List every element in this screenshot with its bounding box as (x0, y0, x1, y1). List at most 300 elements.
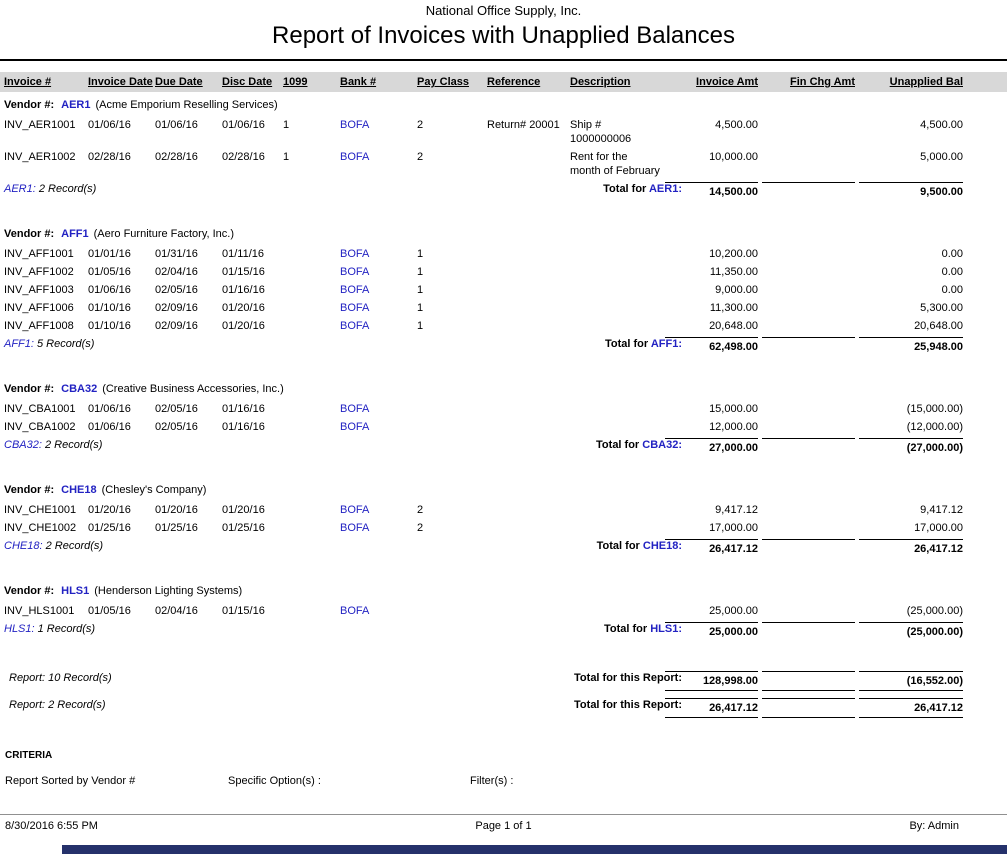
column-header-label: Description (570, 76, 631, 88)
cell-1099 (283, 299, 340, 317)
cell-bank-number (340, 400, 417, 418)
vendor-total-fin-chg-amt (762, 620, 859, 641)
cell-description (570, 263, 665, 281)
report-total-row (0, 696, 1007, 720)
cell-invoice-number: INV_AFF1002 (4, 266, 74, 278)
vendor-summary-line (4, 438, 682, 452)
vendor-total-value: (27,000.00) (859, 438, 963, 455)
vendor-total-value: 27,000.00 (665, 438, 758, 455)
vendor-number-label: Vendor #: (4, 484, 55, 496)
vendor-total-value: 14,500.00 (665, 182, 758, 199)
cell-reference (487, 245, 570, 263)
column-header-label: Fin Chg Amt (790, 76, 855, 88)
bank-link[interactable]: BOFA (340, 151, 370, 163)
vendor-record-count (4, 438, 102, 452)
vendor-summary-line (4, 622, 682, 636)
cell-unapplied-bal: 17,000.00 (914, 522, 963, 534)
vendor-total-code-link[interactable]: AFF1: (650, 338, 682, 350)
cell-unapplied-bal: (12,000.00) (906, 421, 963, 433)
vendor-summary-row (0, 436, 1007, 457)
vendor-total-code-link[interactable]: CHE18: (642, 540, 682, 552)
footer-datetime: 8/30/2016 6:55 PM (5, 820, 98, 832)
vendor-total-label (605, 337, 682, 351)
report-total-label: Total for this Report: (574, 672, 682, 684)
report-total-value: 26,417.12 (665, 698, 758, 718)
vendor-total-prefix: Total for (596, 540, 643, 552)
report-total-value: 26,417.12 (859, 698, 963, 718)
column-header-reference (487, 72, 570, 92)
cell-invoice-amt: 4,500.00 (715, 119, 758, 131)
vendor-name: (Henderson Lighting Systems) (94, 585, 243, 597)
bank-link[interactable]: BOFA (340, 504, 370, 516)
cell-invoice-date: 01/06/16 (88, 403, 131, 415)
table-head (0, 72, 1007, 92)
vendor-total-value: 26,417.12 (859, 539, 963, 556)
vendor-total-value: 25,948.00 (859, 337, 963, 354)
spacer-row (0, 558, 1007, 578)
vendor-total-unapplied-bal (859, 335, 1007, 356)
vendor-total-value: 9,500.00 (859, 182, 963, 199)
spacer-cell (0, 201, 1007, 221)
cell-disc-date: 01/25/16 (222, 522, 265, 534)
cell-disc-date: 01/20/16 (222, 320, 265, 332)
vendor-total-prefix: Total for (605, 338, 651, 350)
bank-link[interactable]: BOFA (340, 119, 370, 131)
vendor-summary-line (4, 337, 682, 351)
cell-bank-number (340, 317, 417, 335)
cell-pay-class: 2 (417, 504, 424, 516)
column-header-label: Bank # (340, 76, 377, 88)
cell-pay-class: 1 (417, 320, 424, 332)
invoice-row (0, 317, 1007, 335)
cell-disc-date: 01/16/16 (222, 421, 265, 433)
cell-invoice-number: INV_CHE1002 (4, 522, 77, 534)
spacer-row (0, 641, 1007, 661)
vendor-header-row (0, 578, 1007, 602)
vendor-code-link[interactable]: CBA32 (61, 383, 98, 395)
cell-disc-date: 01/15/16 (222, 605, 265, 617)
cell-bank-number (340, 418, 417, 436)
vendor-total-label (603, 182, 682, 196)
bank-link[interactable]: BOFA (340, 403, 370, 415)
cell-description (570, 501, 665, 519)
cell-description: Rent for the month of February (570, 151, 660, 177)
vendor-total-label (604, 622, 682, 636)
vendor-record-count (4, 182, 96, 196)
report-total-value (762, 671, 855, 691)
cell-fin-chg-amt (762, 116, 859, 148)
cell-pay-class: 2 (417, 151, 424, 163)
spacer-row (0, 356, 1007, 376)
cell-bank-number (340, 519, 417, 537)
cell-reference (487, 281, 570, 299)
vendor-record-count (4, 337, 94, 351)
vendor-count-code: AFF1: (4, 338, 34, 350)
column-header-label: Unapplied Bal (889, 76, 963, 88)
cell-invoice-number: INV_HLS1001 (4, 605, 75, 617)
column-header-invoice-date (88, 72, 155, 92)
vendor-total-unapplied-bal (859, 537, 1007, 558)
invoice-row (0, 148, 1007, 180)
cell-fin-chg-amt (762, 400, 859, 418)
cell-invoice-amt: 10,200.00 (709, 248, 758, 260)
cell-pay-class: 1 (417, 302, 424, 314)
cell-invoice-number: INV_AFF1006 (4, 302, 74, 314)
vendor-count-code: CHE18: (4, 540, 43, 552)
column-header-unapplied-bal (859, 72, 1007, 92)
vendor-summary-line (4, 539, 682, 553)
vendor-header-cell (0, 477, 1007, 501)
column-header-1099 (283, 72, 340, 92)
vendor-header-cell (0, 578, 1007, 602)
cell-reference: Return# 20001 (487, 119, 560, 131)
cell-due-date: 02/05/16 (155, 284, 198, 296)
spacer-cell (0, 661, 1007, 669)
cell-disc-date: 01/20/16 (222, 504, 265, 516)
cell-invoice-date: 01/05/16 (88, 266, 131, 278)
cell-invoice-number: INV_CBA1002 (4, 421, 76, 433)
vendor-number-label: Vendor #: (4, 228, 55, 240)
vendor-number-label: Vendor #: (4, 383, 55, 395)
vendor-total-value: 62,498.00 (665, 337, 758, 354)
vendor-code-link[interactable]: AER1 (61, 99, 91, 111)
column-header-invoice-amt (665, 72, 762, 92)
vendor-code-link[interactable]: AFF1 (61, 228, 89, 240)
cell-1099: 1 (283, 151, 290, 163)
column-header-label: Due Date (155, 76, 203, 88)
column-header-row (0, 72, 1007, 92)
report-summary-line (4, 671, 682, 685)
column-header-label: Reference (487, 76, 541, 88)
vendor-number-label: Vendor #: (4, 99, 55, 111)
vendor-number-label: Vendor #: (4, 585, 55, 597)
report-record-count: Report: 10 Record(s) (9, 672, 112, 684)
footer-page-number: Page 1 of 1 (475, 820, 532, 832)
cell-pay-class (417, 400, 487, 418)
vendor-total-label (597, 539, 682, 553)
vendor-record-count (4, 622, 95, 636)
cell-bank-number (340, 281, 417, 299)
vendor-header-row (0, 477, 1007, 501)
cell-invoice-amt: 15,000.00 (709, 403, 758, 415)
cell-invoice-amt: 20,648.00 (709, 320, 758, 332)
report-total-value: 128,998.00 (665, 671, 758, 691)
cell-1099 (283, 519, 340, 537)
cell-bank-number (340, 501, 417, 519)
vendor-summary-cell (0, 620, 682, 641)
cell-invoice-date: 01/01/16 (88, 248, 131, 260)
cell-unapplied-bal: (15,000.00) (906, 403, 963, 415)
cell-fin-chg-amt (762, 418, 859, 436)
bank-link[interactable]: BOFA (340, 421, 370, 433)
vendor-summary-line (4, 182, 682, 196)
cell-1099: 1 (283, 119, 290, 131)
invoice-row (0, 281, 1007, 299)
criteria-heading: CRITERIA (5, 750, 53, 761)
vendor-total-unapplied-bal (859, 180, 1007, 201)
report-total-label: Total for this Report: (574, 699, 682, 711)
invoice-row (0, 418, 1007, 436)
spacer-row (0, 661, 1007, 669)
cell-description (570, 519, 665, 537)
cell-invoice-amt: 11,300.00 (709, 302, 758, 314)
vendor-header-cell (0, 221, 1007, 245)
cell-disc-date: 01/15/16 (222, 266, 265, 278)
vendor-record-count (4, 539, 103, 553)
vendor-summary-row (0, 537, 1007, 558)
cell-disc-date: 02/28/16 (222, 151, 265, 163)
vendor-name: (Creative Business Accessories, Inc.) (102, 383, 284, 395)
vendor-total-value (762, 337, 855, 354)
cell-1099 (283, 263, 340, 281)
cell-due-date: 02/04/16 (155, 605, 198, 617)
cell-pay-class: 1 (417, 284, 424, 296)
title-divider (0, 59, 1007, 61)
cell-reference (487, 299, 570, 317)
cell-bank-number (340, 602, 417, 620)
invoice-row (0, 400, 1007, 418)
cell-description: Ship # 1000000006 (570, 119, 632, 145)
cell-fin-chg-amt (762, 245, 859, 263)
cell-due-date: 01/31/16 (155, 248, 198, 260)
vendor-count-text: 2 Record(s) (41, 439, 103, 451)
cell-unapplied-bal: 20,648.00 (914, 320, 963, 332)
page-title: Report of Invoices with Unapplied Balances (272, 22, 735, 49)
report-summary-cell (0, 696, 682, 720)
cell-1099 (283, 281, 340, 299)
criteria-section (0, 750, 1007, 789)
spacer-row (0, 457, 1007, 477)
cell-unapplied-bal: 0.00 (941, 266, 963, 278)
cell-unapplied-bal: 9,417.12 (920, 504, 963, 516)
column-header-label: Disc Date (222, 76, 273, 88)
bank-link[interactable]: BOFA (340, 284, 370, 296)
column-header-label: Invoice Date (88, 76, 153, 88)
cell-invoice-date: 01/25/16 (88, 522, 131, 534)
vendor-total-code-link[interactable]: CBA32: (642, 439, 682, 451)
cell-invoice-date: 01/06/16 (88, 119, 131, 131)
cell-1099 (283, 501, 340, 519)
cell-invoice-date: 01/05/16 (88, 605, 131, 617)
cell-fin-chg-amt (762, 281, 859, 299)
cell-unapplied-bal: 5,300.00 (920, 302, 963, 314)
bank-link[interactable]: BOFA (340, 320, 370, 332)
cell-1099 (283, 317, 340, 335)
vendor-header-row (0, 376, 1007, 400)
vendor-total-value (762, 182, 855, 199)
cell-fin-chg-amt (762, 501, 859, 519)
cell-1099 (283, 245, 340, 263)
vendor-total-value: (25,000.00) (859, 622, 963, 639)
vendor-summary-cell (0, 537, 682, 558)
cell-pay-class (417, 602, 487, 620)
cell-unapplied-bal: 5,000.00 (920, 151, 963, 163)
report-total-fin-chg-amt (762, 696, 859, 720)
column-header-pay-class (417, 72, 487, 92)
cell-reference (487, 148, 570, 180)
cell-invoice-date: 02/28/16 (88, 151, 131, 163)
vendor-total-value: 26,417.12 (665, 539, 758, 556)
report-total-unapplied-bal (859, 669, 1007, 693)
cell-reference (487, 519, 570, 537)
vendor-count-code: HLS1: (4, 623, 35, 635)
cell-bank-number (340, 263, 417, 281)
cell-due-date: 02/04/16 (155, 266, 198, 278)
report-record-count: Report: 2 Record(s) (9, 699, 106, 711)
vendor-code-link[interactable]: HLS1 (61, 585, 90, 597)
cell-invoice-number: INV_AER1002 (4, 151, 76, 163)
column-header-due-date (155, 72, 222, 92)
cell-invoice-number: INV_AFF1001 (4, 248, 74, 260)
cell-description (570, 299, 665, 317)
spacer-row (0, 201, 1007, 221)
cell-due-date: 02/28/16 (155, 151, 198, 163)
report-footer (0, 814, 1007, 832)
footer-user: By: Admin (909, 820, 959, 832)
cell-unapplied-bal: 0.00 (941, 284, 963, 296)
invoice-row (0, 501, 1007, 519)
table-body (0, 92, 1007, 720)
cell-reference (487, 602, 570, 620)
cell-fin-chg-amt (762, 299, 859, 317)
vendor-total-unapplied-bal (859, 436, 1007, 457)
bank-link[interactable]: BOFA (340, 605, 370, 617)
column-header-label: Pay Class (417, 76, 469, 88)
cell-due-date: 01/25/16 (155, 522, 198, 534)
column-header-description (570, 72, 665, 92)
spacer-cell (0, 356, 1007, 376)
cell-bank-number (340, 299, 417, 317)
vendor-total-code-link[interactable]: HLS1: (650, 623, 682, 635)
cell-invoice-date: 01/10/16 (88, 320, 131, 332)
invoice-row (0, 299, 1007, 317)
cell-invoice-date: 01/10/16 (88, 302, 131, 314)
vendor-name: (Aero Furniture Factory, Inc.) (93, 228, 235, 240)
cell-invoice-amt: 9,000.00 (715, 284, 758, 296)
cell-disc-date: 01/16/16 (222, 403, 265, 415)
vendor-header-row (0, 92, 1007, 116)
column-header-label: Invoice Amt (696, 76, 758, 88)
vendor-total-fin-chg-amt (762, 180, 859, 201)
report-total-value (762, 698, 855, 718)
report-total-value: (16,552.00) (859, 671, 963, 691)
cell-fin-chg-amt (762, 263, 859, 281)
vendor-name: (Chesley's Company) (101, 484, 207, 496)
cell-description (570, 418, 665, 436)
cell-invoice-number: INV_AFF1008 (4, 320, 74, 332)
cell-pay-class (417, 418, 487, 436)
cell-pay-class: 1 (417, 266, 424, 278)
cell-description (570, 317, 665, 335)
cell-due-date: 02/09/16 (155, 320, 198, 332)
vendor-total-unapplied-bal (859, 620, 1007, 641)
cell-invoice-amt: 25,000.00 (709, 605, 758, 617)
cell-invoice-amt: 11,350.00 (709, 266, 758, 278)
cell-due-date: 01/20/16 (155, 504, 198, 516)
report-total-row (0, 669, 1007, 693)
vendor-header-row (0, 221, 1007, 245)
vendor-summary-row (0, 180, 1007, 201)
cell-invoice-number: INV_AFF1003 (4, 284, 74, 296)
vendor-total-fin-chg-amt (762, 436, 859, 457)
cell-invoice-number: INV_CHE1001 (4, 504, 77, 516)
vendor-summary-row (0, 335, 1007, 356)
vendor-code-link[interactable]: CHE18 (61, 484, 97, 496)
cell-description (570, 281, 665, 299)
criteria-sort-text: Report Sorted by Vendor # (5, 775, 136, 787)
cell-fin-chg-amt (762, 519, 859, 537)
spacer-cell (0, 641, 1007, 661)
vendor-header-cell (0, 376, 1007, 400)
vendor-count-text: 2 Record(s) (35, 183, 97, 195)
vendor-summary-row (0, 620, 1007, 641)
vendor-total-prefix: Total for (603, 183, 649, 195)
bank-link[interactable]: BOFA (340, 248, 370, 260)
cell-disc-date: 01/16/16 (222, 284, 265, 296)
bank-link[interactable]: BOFA (340, 302, 370, 314)
bank-link[interactable]: BOFA (340, 522, 370, 534)
vendor-header-cell (0, 92, 1007, 116)
cell-pay-class: 1 (417, 248, 424, 260)
column-header-invoice-number (0, 72, 88, 92)
bottom-window-bar (62, 845, 1007, 854)
cell-description (570, 602, 665, 620)
cell-due-date: 02/05/16 (155, 403, 198, 415)
vendor-count-text: 2 Record(s) (42, 540, 104, 552)
vendor-total-value: 25,000.00 (665, 622, 758, 639)
vendor-summary-cell (0, 180, 682, 201)
cell-bank-number (340, 245, 417, 263)
cell-due-date: 02/09/16 (155, 302, 198, 314)
vendor-name: (Acme Emporium Reselling Services) (95, 99, 278, 111)
invoice-row (0, 116, 1007, 148)
vendor-summary-cell (0, 436, 682, 457)
cell-invoice-number: INV_AER1001 (4, 119, 76, 131)
report-total-unapplied-bal (859, 696, 1007, 720)
invoice-row (0, 519, 1007, 537)
cell-disc-date: 01/06/16 (222, 119, 265, 131)
report-summary-cell (0, 669, 682, 693)
invoice-row (0, 602, 1007, 620)
cell-invoice-date: 01/20/16 (88, 504, 131, 516)
report-summary-line (4, 698, 682, 712)
vendor-total-fin-chg-amt (762, 335, 859, 356)
column-header-fin-chg-amt (762, 72, 859, 92)
vendor-total-prefix: Total for (596, 439, 643, 451)
cell-reference (487, 263, 570, 281)
cell-pay-class: 2 (417, 119, 424, 131)
vendor-total-code-link[interactable]: AER1: (648, 183, 682, 195)
cell-fin-chg-amt (762, 602, 859, 620)
bank-link[interactable]: BOFA (340, 266, 370, 278)
column-header-label: Invoice # (4, 76, 52, 88)
cell-unapplied-bal: 4,500.00 (920, 119, 963, 131)
criteria-specific-options-label: Specific Option(s) : (228, 775, 321, 787)
cell-due-date: 01/06/16 (155, 119, 198, 131)
column-header-label: 1099 (283, 76, 308, 88)
cell-due-date: 02/05/16 (155, 421, 198, 433)
vendor-total-prefix: Total for (603, 623, 651, 635)
criteria-filters-label: Filter(s) : (470, 775, 514, 787)
spacer-cell (0, 558, 1007, 578)
vendor-summary-cell (0, 335, 682, 356)
cell-pay-class: 2 (417, 522, 424, 534)
cell-invoice-number: INV_CBA1001 (4, 403, 76, 415)
cell-invoice-date: 01/06/16 (88, 284, 131, 296)
cell-1099 (283, 602, 340, 620)
vendor-total-value (762, 539, 855, 556)
cell-invoice-amt: 10,000.00 (709, 151, 758, 163)
